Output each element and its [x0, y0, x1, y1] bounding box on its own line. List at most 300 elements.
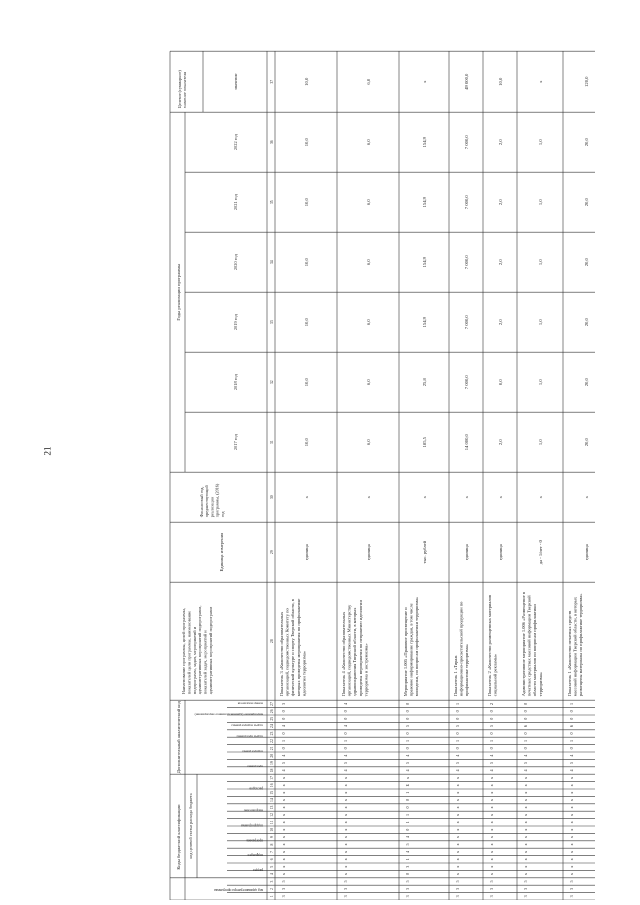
unit-cell: единица: [464, 544, 469, 561]
column-number: 27: [270, 702, 274, 706]
code-cell: 4: [523, 754, 528, 757]
code-cell: 0: [405, 732, 410, 735]
target-header: значение показателя: [182, 71, 188, 109]
code-cell: 1: [569, 702, 574, 705]
row-name: области материалов по вопросам профилактики: [532, 604, 538, 697]
code-cell: 0: [489, 747, 494, 750]
code-cell: х: [523, 806, 528, 809]
code-cell: 0: [343, 710, 348, 713]
code-cell: х: [523, 799, 528, 802]
year-value: 7 000,0: [464, 375, 469, 390]
code-cell: х: [455, 850, 460, 853]
code-cell: 0: [405, 717, 410, 720]
code-cell: 1: [281, 739, 286, 742]
code-cell: 5: [455, 762, 460, 765]
code-cell: 3: [455, 887, 460, 890]
code-cell: 0: [281, 732, 286, 735]
target-cell: 6,0: [366, 78, 371, 85]
year-value: 6,0: [366, 319, 371, 326]
column-number: 31: [270, 440, 274, 445]
code-cell: х: [569, 828, 574, 831]
code-cell: 1: [343, 739, 348, 742]
column-number: 7: [270, 850, 274, 853]
target-article-header: код целевой статьи расхода бюджета: [188, 793, 193, 859]
column-number: 25: [270, 716, 274, 721]
code-cell: 4: [405, 769, 410, 772]
code-cell: х: [343, 784, 348, 787]
code-cell: 4: [343, 702, 348, 705]
code-cell: 0: [569, 710, 574, 713]
column-number: 13: [270, 805, 274, 810]
column-number: 24: [270, 724, 274, 728]
code-cell: х: [523, 850, 528, 853]
year-value: 20,0: [584, 318, 589, 327]
fin-cell: х: [538, 496, 543, 499]
year-value: 10,0: [304, 378, 309, 387]
row-name: правовое информирование граждан, в том числе: [408, 603, 414, 697]
code-cell: х: [569, 843, 574, 846]
code-cell: х: [569, 873, 574, 876]
column-number: 1: [270, 895, 274, 898]
extra-sub-header: мероприятие (административное мероприятие): [194, 712, 263, 717]
year-value: 2,0: [498, 139, 503, 146]
code-cell: 0: [405, 873, 410, 876]
row-name: физической культуре и спорту Тверской области, в: [290, 599, 296, 697]
code-cell: 4: [489, 769, 494, 772]
code-cell: 1: [523, 739, 528, 742]
code-cell: х: [455, 858, 460, 861]
year-value: 20,0: [584, 258, 589, 267]
fin-cell: х: [422, 496, 427, 499]
code-cell: 1: [405, 791, 410, 794]
row-name: которых проведены мероприятия по профилактике: [295, 598, 301, 697]
code-cell: 2: [489, 702, 494, 705]
code-cell: х: [455, 821, 460, 824]
code-cell: х: [523, 843, 528, 846]
code-cell: 4: [523, 769, 528, 772]
code-cell: х: [489, 828, 494, 831]
column-number: 12: [270, 813, 274, 817]
extra-sub-header: задача программы: [236, 734, 263, 739]
code-cell: х: [489, 843, 494, 846]
year-value: 10,0: [304, 438, 309, 447]
row-name: Показатель 2 «Количество размещенных материалов: [487, 595, 492, 697]
code-cell: х: [281, 836, 286, 839]
code-cell: 4: [343, 725, 348, 728]
target-cell: 10,0: [498, 77, 503, 86]
code-cell: 4: [281, 725, 286, 728]
year-header: 2018 год: [233, 374, 238, 391]
column-number: 37: [270, 79, 274, 84]
code-cell: 0: [405, 747, 410, 750]
name-header: показателей цели программы, наименование: [186, 610, 192, 695]
code-cell: 3: [405, 895, 410, 898]
code-cell: х: [523, 776, 528, 779]
unit-cell: тыс. рублей: [422, 540, 427, 564]
row-name: молодежи, по вопросам профилактики терроризма»: [414, 596, 420, 697]
code-cell: х: [455, 813, 460, 816]
code-cell: х: [281, 828, 286, 831]
program-header: программа: [246, 838, 263, 843]
row-name: идеологии терроризма»: [301, 650, 307, 697]
code-cell: х: [569, 821, 574, 824]
year-value: 2,0: [498, 199, 503, 206]
target-cell: х: [422, 80, 427, 83]
column-number: 11: [270, 820, 274, 825]
code-cell: 5: [281, 880, 286, 883]
column-number: 17: [270, 776, 274, 780]
row-name: организаций, подведомственных Комитету по: [284, 608, 290, 697]
code-cell: 0: [281, 710, 286, 713]
code-cell: 0: [489, 732, 494, 735]
code-cell: х: [343, 799, 348, 802]
code-cell: х: [281, 791, 286, 794]
year-value: 20,0: [584, 138, 589, 147]
code-cell: х: [523, 873, 528, 876]
code-cell: 0: [523, 747, 528, 750]
code-cell: 1: [405, 858, 410, 861]
target-cell: 10,0: [304, 77, 309, 86]
code-cell: х: [569, 799, 574, 802]
code-cell: 3: [281, 702, 286, 705]
code-cell: 1: [455, 702, 460, 705]
code-cell: 0: [455, 747, 460, 750]
row-name: здравоохранения Тверской области, в которых: [352, 607, 358, 697]
code-cell: х: [455, 784, 460, 787]
year-value: 154,9: [422, 197, 427, 208]
code-cell: 3: [281, 895, 286, 898]
column-number: 34: [270, 260, 274, 265]
code-cell: 3: [405, 887, 410, 890]
code-cell: х: [489, 850, 494, 853]
code-cell: х: [455, 873, 460, 876]
column-number: 29: [270, 550, 274, 555]
code-cell: 3: [569, 887, 574, 890]
code-cell: 5: [455, 880, 460, 883]
code-cell: 5: [405, 725, 410, 728]
column-number: 4: [270, 873, 274, 876]
code-cell: х: [489, 873, 494, 876]
fin-year-header: предшествующий: [204, 485, 210, 518]
extra-code-header: Дополнительный аналитический код: [176, 701, 181, 774]
code-cell: 5: [343, 880, 348, 883]
year-value: 14 000,0: [464, 434, 469, 451]
column-number: 6: [270, 858, 274, 861]
column-number: 2: [270, 887, 274, 890]
column-number: 14: [270, 798, 274, 802]
expenses-header: расходов: [249, 786, 263, 791]
year-value: 10,0: [304, 138, 309, 147]
row-name: Мероприятие 1.005 «Правовое просвещение и: [403, 607, 408, 697]
year-value: 1,0: [538, 199, 543, 206]
year-value: 7 000,0: [464, 135, 469, 150]
unit-cell: единица: [584, 544, 589, 561]
code-cell: 3: [281, 887, 286, 890]
year-value: 1,0: [538, 319, 543, 326]
year-value: 154,9: [422, 137, 427, 148]
name-header: Наименование программы, целей программы,: [181, 608, 186, 695]
code-cell: 1: [489, 739, 494, 742]
code-cell: 5: [405, 880, 410, 883]
years-header: Годы реализации программы: [176, 263, 181, 321]
code-cell: 0: [455, 710, 460, 713]
year-value: 185,5: [422, 437, 427, 448]
code-cell: 4: [281, 769, 286, 772]
column-number: 30: [270, 495, 274, 500]
fin-cell: х: [366, 496, 371, 499]
code-cell: 0: [489, 710, 494, 713]
code-cell: х: [281, 873, 286, 876]
code-cell: х: [523, 813, 528, 816]
target-value-header: значение: [233, 73, 238, 91]
code-cell: 3: [489, 895, 494, 898]
code-cell: х: [343, 865, 348, 868]
code-cell: х: [281, 806, 286, 809]
row-name: печатных средствах массовой информации Тверской: [526, 595, 532, 697]
row-name: Административное мероприятие 1.006 «Размещение в: [521, 592, 526, 697]
row-name: массовой информации Тверской области, в которых: [572, 596, 578, 697]
code-cell: 3: [405, 865, 410, 868]
code-cell: х: [405, 776, 410, 779]
code-cell: х: [281, 850, 286, 853]
code-cell: х: [455, 843, 460, 846]
page-number: 21: [42, 446, 53, 456]
code-cell: х: [489, 813, 494, 816]
rotated-table: [165, 35, 595, 900]
year-value: 0,0: [498, 379, 503, 386]
code-cell: 0: [455, 732, 460, 735]
row-name: Показатель 4 «Количество образовательных: [341, 611, 346, 697]
code-cell: х: [343, 776, 348, 779]
code-cell: 5: [405, 843, 410, 846]
code-cell: х: [489, 806, 494, 809]
row-name: Показатель 1 «Тираж: [453, 655, 458, 697]
code-cell: х: [569, 865, 574, 868]
target-cell: х: [538, 80, 543, 83]
year-value: 2,0: [498, 259, 503, 266]
admin-code-header: код администратора программы: [214, 887, 263, 892]
code-cell: 1: [455, 739, 460, 742]
code-cell: 4: [455, 754, 460, 757]
code-cell: х: [523, 821, 528, 824]
row-name: организаций, подведомственных Министерству: [346, 604, 352, 697]
row-name: Показатель 1 «Количество печатных средств: [567, 610, 572, 697]
subsection-header: подраздел: [247, 853, 263, 858]
year-header: 2020 год: [233, 254, 238, 271]
code-cell: х: [343, 843, 348, 846]
year-value: 10,0: [304, 198, 309, 207]
code-cell: х: [343, 873, 348, 876]
code-cell: 4: [405, 836, 410, 839]
code-cell: 4: [569, 769, 574, 772]
year-value: 10,0: [304, 258, 309, 267]
code-cell: х: [569, 791, 574, 794]
code-cell: 6: [569, 725, 574, 728]
code-cell: х: [343, 813, 348, 816]
extra-sub-header: программа: [247, 764, 263, 769]
code-cell: х: [569, 776, 574, 779]
name-header: показателей задач, мероприятий и: [202, 630, 208, 695]
column-number: 9: [270, 836, 274, 839]
code-cell: 1: [405, 813, 410, 816]
code-cell: х: [281, 784, 286, 787]
code-cell: 3: [523, 887, 528, 890]
code-cell: 4: [455, 769, 460, 772]
column-number: 19: [270, 761, 274, 765]
column-number: 32: [270, 380, 274, 385]
year-value: 2,0: [498, 439, 503, 446]
code-cell: 0: [489, 717, 494, 720]
code-cell: 4: [569, 754, 574, 757]
fin-cell: х: [584, 496, 589, 499]
unit-cell: единица: [498, 544, 503, 561]
code-cell: х: [489, 776, 494, 779]
code-cell: х: [281, 799, 286, 802]
fin-year-header: Финансовый год,: [199, 486, 204, 518]
code-cell: х: [489, 865, 494, 868]
column-number: 28: [270, 639, 274, 644]
year-value: 10,0: [304, 318, 309, 327]
column-number: 26: [270, 709, 274, 714]
code-cell: 0: [405, 710, 410, 713]
target-header: Целевое (суммарное): [177, 70, 182, 109]
code-cell: 5: [569, 762, 574, 765]
fin-cell: х: [304, 496, 309, 499]
code-cell: 0: [405, 799, 410, 802]
column-number: 16: [270, 783, 274, 788]
code-cell: 5: [523, 762, 528, 765]
code-cell: х: [343, 828, 348, 831]
code-cell: 3: [489, 887, 494, 890]
code-cell: х: [281, 843, 286, 846]
row-name: проведены мероприятия по неприятию идеологии: [357, 600, 363, 697]
code-cell: 0: [523, 732, 528, 735]
year-value: 25,8: [422, 378, 427, 387]
year-value: 6,0: [366, 439, 371, 446]
year-value: 6,0: [366, 139, 371, 146]
year-value: 20,0: [584, 198, 589, 207]
code-cell: х: [489, 821, 494, 824]
code-cell: 5: [489, 725, 494, 728]
code-cell: х: [489, 791, 494, 794]
codes-header: Коды бюджетной классификации: [176, 804, 181, 870]
unit-cell: единица: [366, 544, 371, 561]
code-cell: 0: [523, 710, 528, 713]
year-value: 1,0: [538, 139, 543, 146]
column-number: 33: [270, 320, 274, 325]
year-value: 7 000,0: [464, 255, 469, 270]
subprogram-header: подпрограмма: [241, 823, 263, 828]
column-number: 35: [270, 200, 274, 205]
code-cell: 0: [569, 732, 574, 735]
code-cell: х: [523, 784, 528, 787]
code-cell: 0: [569, 717, 574, 720]
year-value: 154,9: [422, 317, 427, 328]
name-header: административных мероприятий подпрограмм,: [197, 605, 203, 695]
code-cell: 5: [489, 880, 494, 883]
row-name: профилактике терроризма»: [464, 643, 470, 697]
target-cell: 49 000,0: [464, 73, 469, 90]
year-header: 2021 год: [233, 194, 238, 211]
code-cell: х: [569, 850, 574, 853]
code-cell: х: [569, 858, 574, 861]
year-value: 1,0: [538, 259, 543, 266]
column-number: 3: [270, 880, 274, 883]
code-cell: х: [523, 836, 528, 839]
year-value: 1,0: [538, 439, 543, 446]
direction-header: направление: [243, 808, 263, 813]
year-value: 6,0: [366, 379, 371, 386]
code-cell: 4: [343, 769, 348, 772]
code-cell: х: [569, 813, 574, 816]
code-cell: х: [281, 813, 286, 816]
fin-year-header: реализации: [209, 496, 215, 518]
code-cell: 4: [489, 754, 494, 757]
code-cell: х: [343, 791, 348, 794]
code-cell: х: [523, 865, 528, 868]
code-cell: х: [455, 791, 460, 794]
year-value: 20,0: [584, 378, 589, 387]
year-value: 6,0: [366, 199, 371, 206]
row-name: социальной рекламы»: [492, 653, 498, 697]
year-header: 2019 год: [233, 314, 238, 331]
extra-sub-header: номер показателя: [237, 701, 263, 706]
code-cell: х: [343, 821, 348, 824]
code-cell: х: [569, 784, 574, 787]
code-cell: х: [523, 858, 528, 861]
code-cell: 0: [455, 717, 460, 720]
code-cell: х: [489, 799, 494, 802]
column-number: 18: [270, 768, 274, 773]
code-cell: х: [569, 836, 574, 839]
code-cell: 3: [455, 895, 460, 898]
row-name: информационно-просветительской продукции по: [458, 601, 464, 697]
year-value: 1,0: [538, 379, 543, 386]
code-cell: х: [455, 776, 460, 779]
code-cell: Б: [405, 784, 410, 787]
code-cell: 0: [569, 747, 574, 750]
row-name: терроризма и экстремизма»: [363, 643, 369, 697]
column-number: 22: [270, 739, 274, 743]
code-cell: х: [281, 821, 286, 824]
code-cell: х: [281, 858, 286, 861]
code-cell: 4: [405, 754, 410, 757]
code-cell: 0: [523, 717, 528, 720]
code-cell: 5: [455, 725, 460, 728]
code-cell: 0: [405, 828, 410, 831]
code-cell: 0: [405, 806, 410, 809]
code-cell: х: [489, 836, 494, 839]
code-cell: 1: [405, 821, 410, 824]
code-cell: х: [455, 806, 460, 809]
code-cell: х: [569, 806, 574, 809]
fin-cell: х: [498, 496, 503, 499]
code-cell: 1: [569, 739, 574, 742]
code-cell: 4: [281, 754, 286, 757]
code-cell: х: [343, 806, 348, 809]
year-header: 2022 год: [233, 134, 238, 151]
code-cell: 5: [343, 762, 348, 765]
fin-cell: х: [464, 496, 469, 499]
year-value: 7 000,0: [464, 195, 469, 210]
code-cell: 3: [523, 895, 528, 898]
code-cell: х: [343, 850, 348, 853]
year-value: 6,0: [366, 259, 371, 266]
year-value: 20,0: [584, 438, 589, 447]
code-cell: 0: [343, 717, 348, 720]
code-cell: 0: [523, 702, 528, 705]
row-name: размещены материалы по профилактике терроризма»: [578, 593, 584, 697]
